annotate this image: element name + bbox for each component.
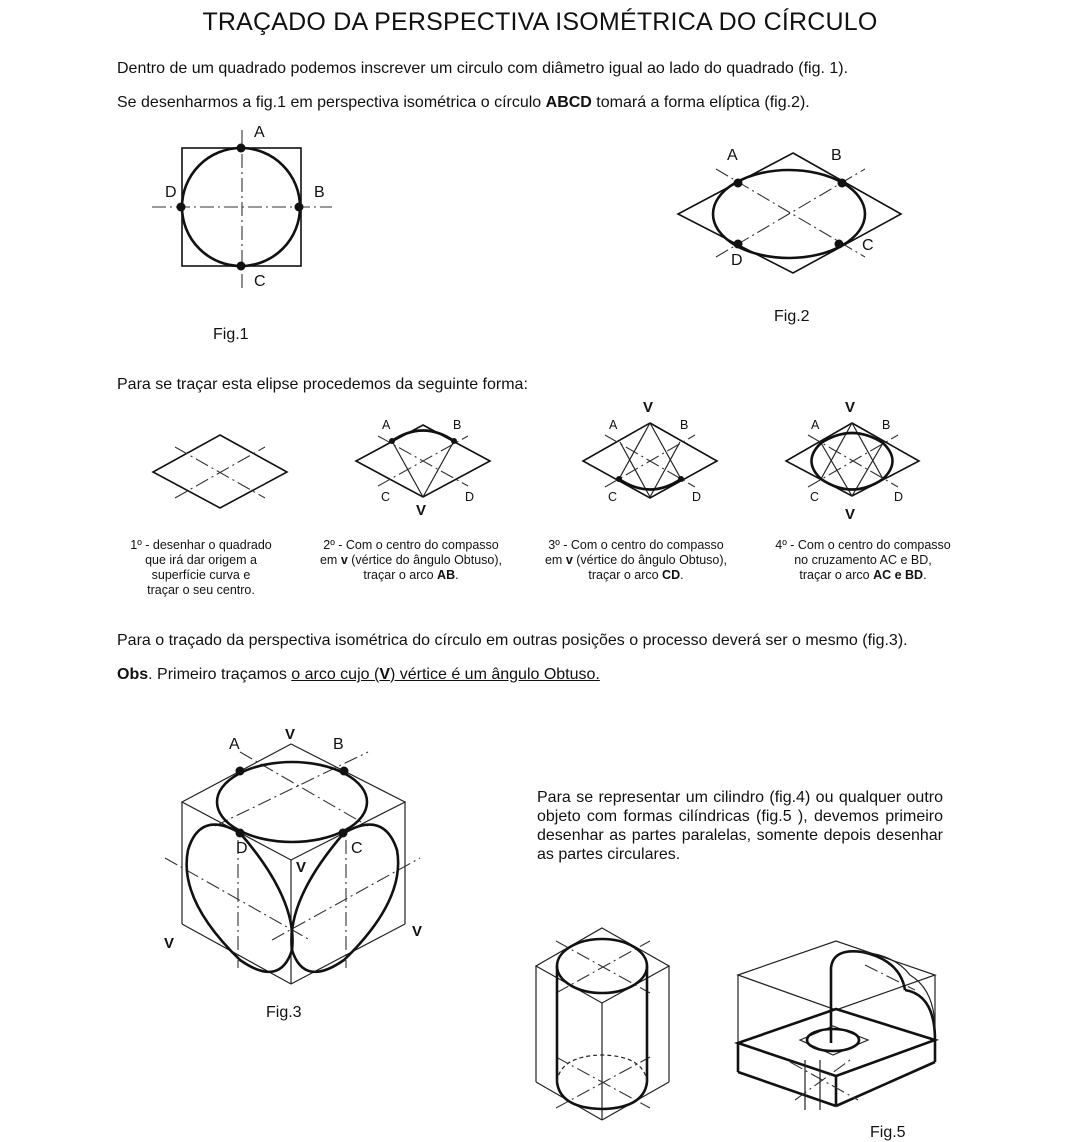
- fig5-base-bottom-right: [836, 1062, 935, 1106]
- step3-line-2: [536, 553, 736, 568]
- fig3-point-a: [236, 767, 245, 776]
- cylinder-paragraph: Para se representar um cilindro (fig.4) ou qualquer outro objeto com formas cilíndricas (fig.5 ), devemos primeiro desenhar as partes paralelas, somente depois desenhar as partes circulares.: [537, 789, 943, 863]
- fig5-caption: Fig.5: [870, 1124, 906, 1141]
- step2-line-3-pre: traçar o arco: [363, 568, 438, 582]
- step3-line-3-pre: traçar o arco: [588, 568, 663, 582]
- step3-point-c: [616, 476, 622, 482]
- fig3-label-v-center: V: [296, 859, 307, 876]
- step4-label-v-bottom: V: [845, 506, 856, 523]
- step1-drawing: [153, 435, 287, 508]
- step2-label-d: D: [465, 490, 475, 504]
- fig1-drawing: [152, 124, 332, 292]
- step3-line-1: 3º - Com o centro do compasso: [548, 538, 724, 552]
- obs-label: Obs: [117, 666, 149, 683]
- step3-line-3-bold: CD: [662, 568, 681, 582]
- intro-line-1: Dentro de um quadrado podemos inscrever um circulo com diâmetro igual ao lado do quadrado (fig. 1).: [117, 60, 849, 77]
- page-title: TRAÇADO DA PERSPECTIVA ISOMÉTRICA DO CÍRCULO: [202, 8, 878, 36]
- fig5-base-bottom-left: [738, 1072, 836, 1106]
- fig2-label-c: C: [862, 237, 874, 254]
- fig3-drawing: [164, 726, 422, 984]
- fig3-label-a: A: [229, 736, 240, 753]
- step4-caption: [763, 538, 963, 583]
- step2-label-b: B: [453, 418, 462, 432]
- step2-line-2-post: (vértice do ângulo Obtuso),: [347, 553, 503, 567]
- fig5-upright-back: [862, 952, 935, 1030]
- step3-label-c: C: [608, 490, 618, 504]
- step4-line-3-pre: traçar o arco: [799, 568, 874, 582]
- step4-label-a: A: [811, 418, 820, 432]
- step1-line-3: superfície curva e: [151, 568, 251, 582]
- fig3-label-v-left: V: [164, 935, 175, 952]
- step4-line-3-post: .: [923, 568, 927, 582]
- fig3-label-b: B: [333, 736, 344, 753]
- fig2-caption: Fig.2: [774, 308, 810, 325]
- fig3-label-v-top: V: [285, 726, 296, 743]
- intro-line-2-end: tomará a forma elíptica (fig.2).: [591, 94, 810, 111]
- intro-line-2-bold: ABCD: [545, 94, 592, 111]
- fig3-bottom-left: [182, 924, 291, 984]
- fig3-label-d: D: [236, 840, 248, 857]
- step3-label-b: B: [680, 418, 689, 432]
- step4-label-b: B: [882, 418, 891, 432]
- step4-label-d: D: [894, 490, 904, 504]
- fig5-upright-axis: [865, 965, 915, 990]
- obs-pre: . Primeiro traçamos: [148, 666, 292, 683]
- fig1-label-d: D: [165, 184, 177, 201]
- step1-line-1: 1º - desenhar o quadrado: [130, 538, 272, 552]
- fig3-label-v-right: V: [412, 923, 423, 940]
- step3-line-2-post: (vértice do ângulo Obtuso),: [572, 553, 728, 567]
- step2-line-2-bold: v: [340, 553, 348, 567]
- fig5-drawing: [738, 941, 935, 1110]
- step3-label-d: D: [692, 490, 702, 504]
- fig3-caption: Fig.3: [266, 1004, 302, 1021]
- other-positions-text: Para o traçado da perspectiva isométrica do círculo em outras posições o processo deverá ser o mesmo (fig.3).: [117, 632, 908, 649]
- step2-line-3-bold: AB: [437, 568, 456, 582]
- step3-point-d: [678, 476, 684, 482]
- step1-line-2: que irá dar origem a: [145, 553, 257, 567]
- step4-line-2: no cruzamento AC e BD,: [794, 553, 932, 567]
- step2-line-2-pre: em: [319, 553, 341, 567]
- step4-line-1: 4º - Com o centro do compasso: [775, 538, 951, 552]
- step1-caption: [101, 538, 301, 598]
- step4-label-c: C: [810, 490, 820, 504]
- obs-underlined-2: ) vértice é um ângulo Obtuso.: [389, 666, 600, 683]
- fig3-label-c: C: [351, 840, 363, 857]
- fig5-hole-ellipse: [807, 1029, 859, 1051]
- fig3-point-b: [340, 767, 349, 776]
- fig1-point-b: [295, 203, 304, 212]
- step2-label-c: C: [381, 490, 391, 504]
- fig1-label-b: B: [314, 184, 325, 201]
- fig1-point-a: [237, 144, 246, 153]
- step3-caption: [536, 538, 736, 583]
- fig2-point-c: [835, 240, 844, 249]
- fig2-point-a: [734, 179, 743, 188]
- step2-point-a: [389, 438, 395, 444]
- step2-line-1: 2º - Com o centro do compasso: [323, 538, 499, 552]
- fig1-label-a: A: [254, 124, 265, 141]
- fig1-point-d: [177, 203, 186, 212]
- step4-line-3-bold: AC e BD: [873, 568, 924, 582]
- step3-label-v: V: [643, 399, 654, 416]
- fig3-right-ellipse: [291, 825, 398, 972]
- fig3-point-c: [339, 829, 348, 838]
- step4-line-3: [763, 568, 963, 583]
- step2-label-a: A: [382, 418, 391, 432]
- step1-rhombus: [153, 435, 287, 508]
- step2-line-2: [311, 553, 511, 568]
- fig4-drawing: [536, 928, 669, 1120]
- step3-line-3-post: .: [680, 568, 684, 582]
- step2-line-3-post: .: [455, 568, 459, 582]
- step2-line-3: [311, 568, 511, 583]
- step2-label-v: V: [416, 502, 427, 519]
- fig2-drawing: [678, 147, 901, 273]
- obs-underlined-1: o arco cujo (: [291, 666, 380, 683]
- step2-point-b: [451, 438, 457, 444]
- fig3-point-d: [236, 829, 245, 838]
- step2-caption: [311, 538, 511, 583]
- fig2-label-d: D: [731, 252, 743, 269]
- fig5-top-outline: [738, 941, 935, 1010]
- procedure-intro: Para se traçar esta elipse procedemos da seguinte forma:: [117, 376, 528, 393]
- fig1-caption: Fig.1: [213, 326, 249, 343]
- step2-drawing: [356, 418, 490, 519]
- fig2-point-d: [734, 240, 743, 249]
- fig2-label-b: B: [831, 147, 842, 164]
- fig3-bottom-right: [291, 924, 405, 984]
- fig1-label-c: C: [254, 273, 266, 290]
- step3-arc-cd: [619, 479, 681, 490]
- step2-arc-ab: [392, 431, 454, 442]
- step3-line-2-pre: em: [544, 553, 566, 567]
- obs-note: [117, 666, 600, 684]
- intro-line-2-text: Se desenharmos a fig.1 em perspectiva isométrica o círculo: [117, 94, 546, 111]
- fig2-point-b: [838, 179, 847, 188]
- fig1-point-c: [237, 262, 246, 271]
- fig2-label-a: A: [727, 147, 738, 164]
- step3-drawing: [583, 399, 717, 504]
- step4-label-v-top: V: [845, 399, 856, 416]
- step4-drawing: [786, 399, 919, 523]
- obs-underlined: [291, 666, 600, 683]
- step3-line-2-bold: v: [565, 553, 573, 567]
- step3-line-3: [536, 568, 736, 583]
- obs-underlined-bold: V: [379, 666, 390, 683]
- fig5-base-top: [738, 1009, 935, 1076]
- step1-line-4: traçar o seu centro.: [147, 583, 255, 597]
- step3-label-a: A: [609, 418, 618, 432]
